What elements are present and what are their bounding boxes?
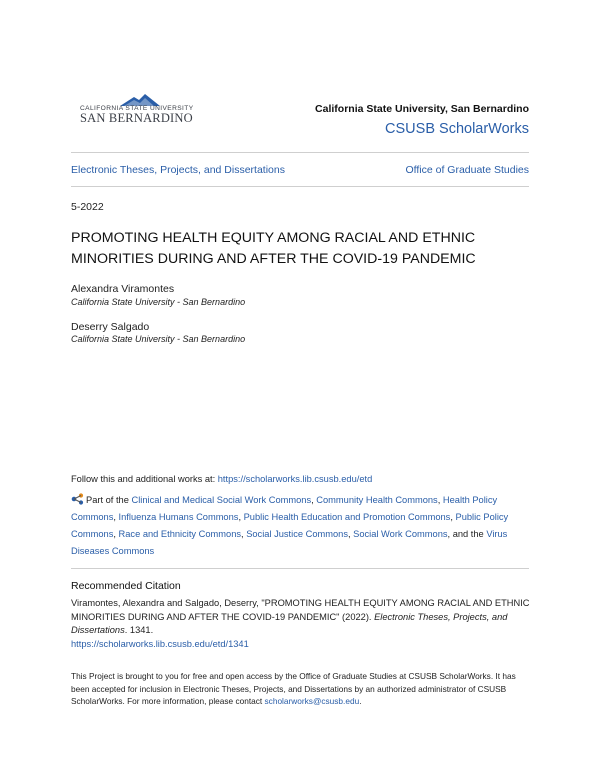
divider — [71, 152, 529, 153]
divider — [71, 186, 529, 187]
author-affiliation: California State University - San Bernardino — [71, 297, 246, 307]
author-name: Alexandra Viramontes — [71, 283, 175, 295]
logo-campus-text: SAN BERNARDINO — [80, 111, 193, 125]
separator: , — [437, 495, 443, 505]
part-of-commons — [71, 492, 531, 560]
repository-link[interactable]: CSUSB ScholarWorks — [385, 121, 529, 137]
separator: , — [241, 529, 247, 539]
commons-link[interactable]: Clinical and Medical Social Work Commons — [131, 495, 312, 505]
collection-link[interactable]: Electronic Theses, Projects, and Dissertations — [71, 164, 285, 176]
citation-text — [71, 597, 533, 651]
citation-link[interactable]: https://scholarworks.lib.csusb.edu/etd/1341 — [71, 638, 249, 649]
separator: , — [238, 512, 244, 522]
citation-heading: Recommended Citation — [71, 580, 181, 592]
csusb-logo[interactable] — [80, 93, 200, 129]
commons-link[interactable]: Health Policy Commons — [71, 495, 498, 522]
part-of-prefix: Part of the — [86, 495, 132, 505]
citation-series: Electronic Theses, Projects, and Dissertations — [71, 611, 508, 635]
commons-link[interactable]: Social Justice Commons — [246, 529, 348, 539]
commons-link[interactable]: Public Health Education and Promotion Commons — [243, 512, 451, 522]
commons-link[interactable]: Social Work Commons — [353, 529, 448, 539]
commons-link[interactable]: Influenza Humans Commons — [118, 512, 239, 522]
separator: , — [347, 529, 354, 539]
citation-number: . 1341. — [124, 625, 154, 635]
access-notice-end: . — [359, 696, 362, 707]
author-affiliation: California State University - San Bernardino — [71, 334, 246, 344]
separator: , — [113, 529, 119, 539]
follow-line — [71, 474, 372, 484]
author-name: Deserry Salgado — [71, 321, 150, 333]
logo-university-text: CALIFORNIA STATE UNIVERSITY — [80, 105, 194, 112]
contact-email-link[interactable]: scholarworks@csusb.edu — [264, 696, 360, 707]
institution-name: California State University, San Bernardino — [315, 103, 529, 115]
commons-link[interactable]: Virus Diseases Commons — [71, 529, 508, 556]
commons-link[interactable]: Community Health Commons — [316, 495, 438, 505]
follow-prefix: Follow this and additional works at: — [71, 474, 218, 484]
network-share-icon — [71, 493, 84, 505]
follow-link[interactable]: https://scholarworks.lib.csusb.edu/etd — [217, 474, 373, 484]
office-link[interactable]: Office of Graduate Studies — [405, 164, 529, 176]
citation-body: Viramontes, Alexandra and Salgado, Deserry, "PROMOTING HEALTH EQUITY AMONG RACIAL AND ETHNIC MINORITIES DURING AND AFTER THE COVID-19 PANDEMIC" (2022). — [71, 598, 530, 622]
commons-link[interactable]: Race and Ethnicity Commons — [118, 529, 242, 539]
separator: , — [450, 512, 456, 522]
access-notice — [71, 670, 531, 708]
separator: , — [113, 512, 119, 522]
divider — [71, 568, 529, 569]
and-separator: , and the — [447, 529, 487, 539]
access-notice-text: This Project is brought to you for free and open access by the Office of Graduate Studies at CSUSB ScholarWorks. It has been accepted for inclusion in Electronic Theses, Projects, and Dissertations by an authorized administrator of CSUSB ScholarWorks. For more information, please contact — [71, 671, 516, 707]
separator: , — [311, 495, 317, 505]
document-title: PROMOTING HEALTH EQUITY AMONG RACIAL AND ETHNIC MINORITIES DURING AND AFTER THE COVID-19 PANDEMIC — [71, 230, 476, 267]
commons-link[interactable]: Public Policy Commons — [71, 512, 509, 539]
publication-date: 5-2022 — [71, 201, 104, 213]
